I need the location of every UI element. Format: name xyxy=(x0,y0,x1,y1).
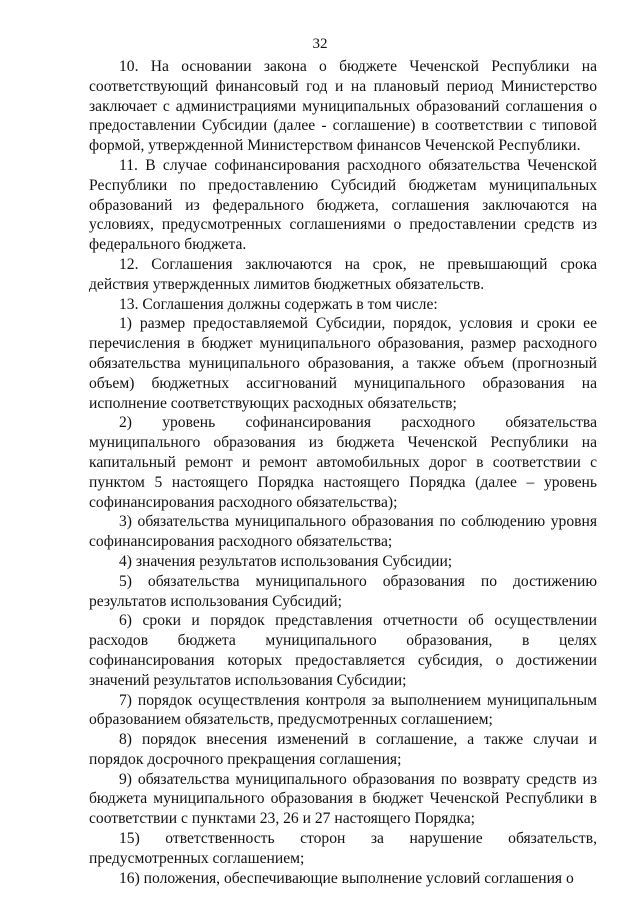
document-body xyxy=(89,57,597,888)
paragraph-12: 12. Соглашения заключаются на срок, не превышающий срока действия утвержденных лимитов бюджетных обязательств. xyxy=(89,255,597,293)
paragraph-10: 10. На основании закона о бюджете Чеченской Республики на соответствующий финансовый год и на плановый период Министерство заключает с администрациями муниципальных образований соглашения о предоставлении Субсидии (далее - соглашение) в соответствии с типовой формой, утвержденной Министерством финансов Чеченской Республики. xyxy=(89,58,597,155)
paragraph-13: 13. Соглашения должны содержать в том числе: xyxy=(119,295,438,313)
list-item-16: 16) положения, обеспечивающие выполнение условий соглашения о xyxy=(119,869,574,887)
list-item-15: 15) ответственность сторон за нарушение обязательств, предусмотренных соглашением; xyxy=(89,830,597,867)
list-item-4: 4) значения результатов использования Субсидии; xyxy=(119,552,453,570)
list-item-7: 7) порядок осуществления контроля за выполнением муниципальным образованием обязательств, предусмотренных соглашением; xyxy=(89,691,597,729)
list-item-2: 2) уровень софинансирования расходного обязательства муниципального образования из бюджета Чеченской Республики на капитальный ремонт и ремонт автомобильных дорог в соответствии с пунктом 5 настоящего Порядка настоящего Порядка (далее – уровень софинансирования расходного обязательства); xyxy=(89,414,597,511)
list-item-5: 5) обязательства муниципального образования по достижению результатов использования Субсидий; xyxy=(89,572,597,610)
list-item-6: 6) сроки и порядок представления отчетности об осуществлении расходов бюджета муниципального образования, в целях софинансирования которых предоставляется субсидия, о достижении значений результатов использования Субсидии; xyxy=(89,612,597,689)
list-item-8: 8) порядок внесения изменений в соглашение, а также случаи и порядок досрочного прекращения соглашения; xyxy=(89,731,597,768)
paragraph-11: 11. В случае софинансирования расходного обязательства Чеченской Республики по предоставлению Субсидий бюджетам муниципальных образований из федерального бюджета, соглашения заключаются на условиях, предусмотренных соглашениями о предоставлении средств из федерального бюджета. xyxy=(89,156,597,254)
list-item-3: 3) обязательства муниципального образования по соблюдению уровня софинансирования расходного обязательства; xyxy=(89,513,597,551)
list-item-1: 1) размер предоставляемой Субсидии, порядок, условия и сроки ее перечисления в бюджет муниципального образования, размер расходного обязательства муниципального образования, а также объем (прогнозный объем) бюджетных ассигнований муниципального образования на исполнение соответствующих расходных обязательств; xyxy=(89,315,597,412)
list-item-9: 9) обязательства муниципального образования по возврату средств из бюджета муниципального образования в бюджет Чеченской Республики в соответствии с пунктами 23, 26 и 27 настоящего Порядка; xyxy=(89,770,597,828)
page-number: 32 xyxy=(312,36,328,52)
